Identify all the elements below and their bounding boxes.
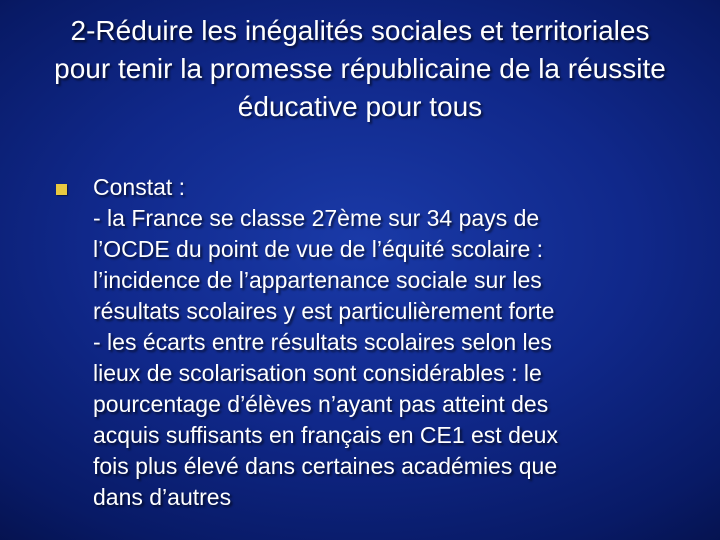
title-line-1: 2-Réduire les inégalités sociales et territoriales <box>70 15 650 46</box>
bullet-line-4: l’incidence de l’appartenance sociale sur les <box>93 267 542 293</box>
square-bullet-icon <box>56 184 67 195</box>
bullet-line-6: - les écarts entre résultats scolaires selon les <box>93 329 552 355</box>
bullet-line-10: fois plus élevé dans certaines académies que <box>93 453 558 479</box>
bullet-line-1: Constat : <box>93 174 186 200</box>
bullet-line-11: dans d’autres <box>93 484 232 510</box>
slide-title <box>0 12 720 126</box>
bullet-line-3: l’OCDE du point de vue de l’équité scolaire : <box>93 236 544 262</box>
bullet-line-2: - la France se classe 27ème sur 34 pays de <box>93 205 540 231</box>
bullet-line-7: lieux de scolarisation sont considérables : le <box>93 360 542 386</box>
bullet-line-9: acquis suffisants en français en CE1 est deux <box>93 422 558 448</box>
bullet-text <box>93 172 683 513</box>
bullet-line-5: résultats scolaires y est particulièrement forte <box>93 298 555 324</box>
bullet-line-8: pourcentage d’élèves n’ayant pas atteint des <box>93 391 549 417</box>
title-line-3: éducative pour tous <box>237 91 483 122</box>
title-line-2: pour tenir la promesse républicaine de la réussite <box>54 53 666 84</box>
